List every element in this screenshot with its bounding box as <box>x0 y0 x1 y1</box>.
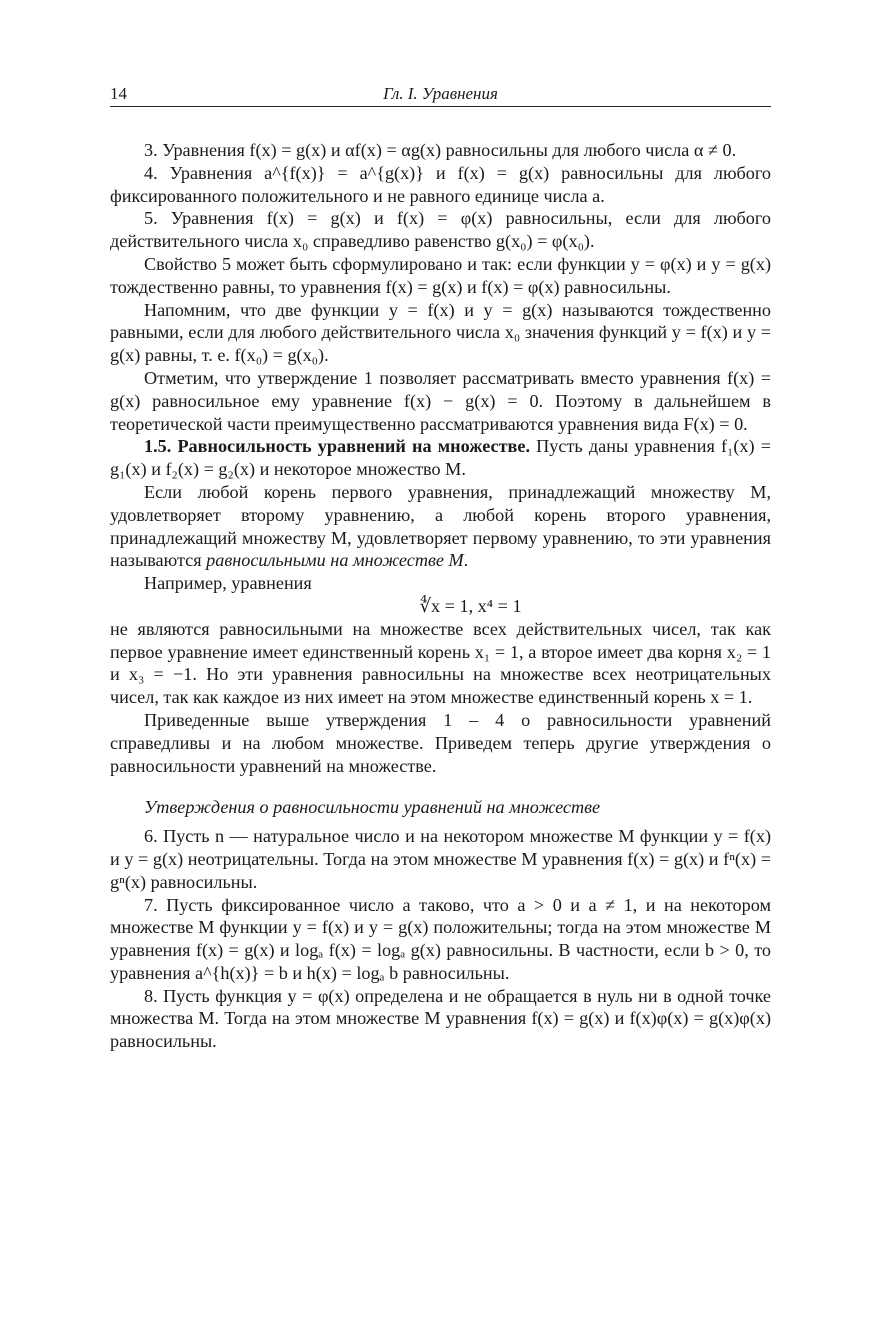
statement-7: 7. Пусть фиксированное число a таково, что a > 0 и a ≠ 1, и на некотором множестве M функции y = f(x) и y = g(x) положительны; тогда на этом множестве M уравнения f(x) = g(x) и logₐ f(x) = logₐ g(x) равносильны. В частности, если b > 0, то уравнения a^{h(x)} = b и h(x) = logₐ b равносильны. <box>110 894 771 983</box>
statement-3: 3. Уравнения f(x) = g(x) и αf(x) = αg(x) равносильны для любого числа α ≠ 0. <box>144 140 737 160</box>
book-page <box>110 80 771 1053</box>
property-5-remark: Свойство 5 может быть сформулировано и так: если функции y = φ(x) и y = g(x) тождественно равны, то уравнения f(x) = g(x) и f(x) = φ(x) равносильны. <box>110 253 771 297</box>
statement-1-note: Отметим, что утверждение 1 позволяет рассматривать вместо уравнения f(x) = g(x) равносильное ему уравнение f(x) − g(x) = 0. Поэтому в дальнейшем в теоретической части преимущественно рассматриваются уравнения вида F(x) = 0. <box>110 367 771 434</box>
section-intro: Пусть даны уравнения f₁(x) = g₁(x) и f₂(x) = g₂(x) и некоторое множество M. <box>110 436 772 480</box>
subheading: Утверждения о равносильности уравнений на множестве <box>144 797 601 818</box>
statement-8: 8. Пусть функция y = φ(x) определена и не обращается в нуль ни в одной точке множества M. Тогда на этом множестве M уравнения f(x) = g(x) и f(x)φ(x) = g(x)φ(x) равносильны. <box>110 985 771 1052</box>
equivalence-on-set-definition <box>110 481 771 572</box>
statement-6: 6. Пусть n — натуральное число и на некотором множестве M функции y = f(x) и y = g(x) неотрицательны. Тогда на этом множестве M уравнения f(x) = g(x) и fⁿ(x) = gⁿ(x) равносильны. <box>110 826 771 892</box>
page-body <box>110 139 771 1053</box>
statement-4: 4. Уравнения a^{f(x)} = a^{g(x)} и f(x) = g(x) равносильны для любого фиксированного положительного и не равного единице числа a. <box>110 162 771 206</box>
defined-term: равносильными на множестве M <box>206 550 464 571</box>
page-number: 14 <box>110 84 127 103</box>
example-formula: ∜x = 1, x⁴ = 1 <box>419 595 522 616</box>
definition-text: Если любой корень первого уравнения, принадлежащий множеству M, удовлетворяет второму уравнению, а любой корень второго уравнения, принадлежащий множеству M, удовлетворяет первому уравнению, то эти уравнения называются <box>110 481 771 571</box>
running-title: Гл. I. Уравнения <box>383 84 498 103</box>
section-title: 1.5. Равносильность уравнений на множестве. <box>144 436 530 457</box>
statements-on-any-set: Приведенные выше утверждения 1 – 4 о равносильности уравнений справедливы и на любом множестве. Приведем теперь другие утверждения о равносильности уравнений на множестве. <box>110 709 771 776</box>
running-header <box>110 80 771 107</box>
definition-end: . <box>463 550 469 571</box>
section-1-5 <box>110 435 771 481</box>
statement-5: 5. Уравнения f(x) = g(x) и f(x) = φ(x) равносильны, если для любого действительного числа x₀ справедливо равенство g(x₀) = φ(x₀). <box>110 208 771 252</box>
example-intro: Например, уравнения <box>144 573 312 594</box>
identical-functions-definition: Напомним, что две функции y = f(x) и y = g(x) называются тождественно равными, если для любого действительного числа x₀ значения функций y = f(x) и y = g(x) равны, т. е. f(x₀) = g(x₀). <box>110 299 771 366</box>
example-explanation: не являются равносильными на множестве всех действительных чисел, так как первое уравнение имеет единственный корень x₁ = 1, а второе имеет два корня x₂ = 1 и x₃ = −1. Но эти уравнения равносильны на множестве всех неотрицательных чисел, так как каждое из них имеет на этом множестве единственный корень x = 1. <box>110 618 771 708</box>
